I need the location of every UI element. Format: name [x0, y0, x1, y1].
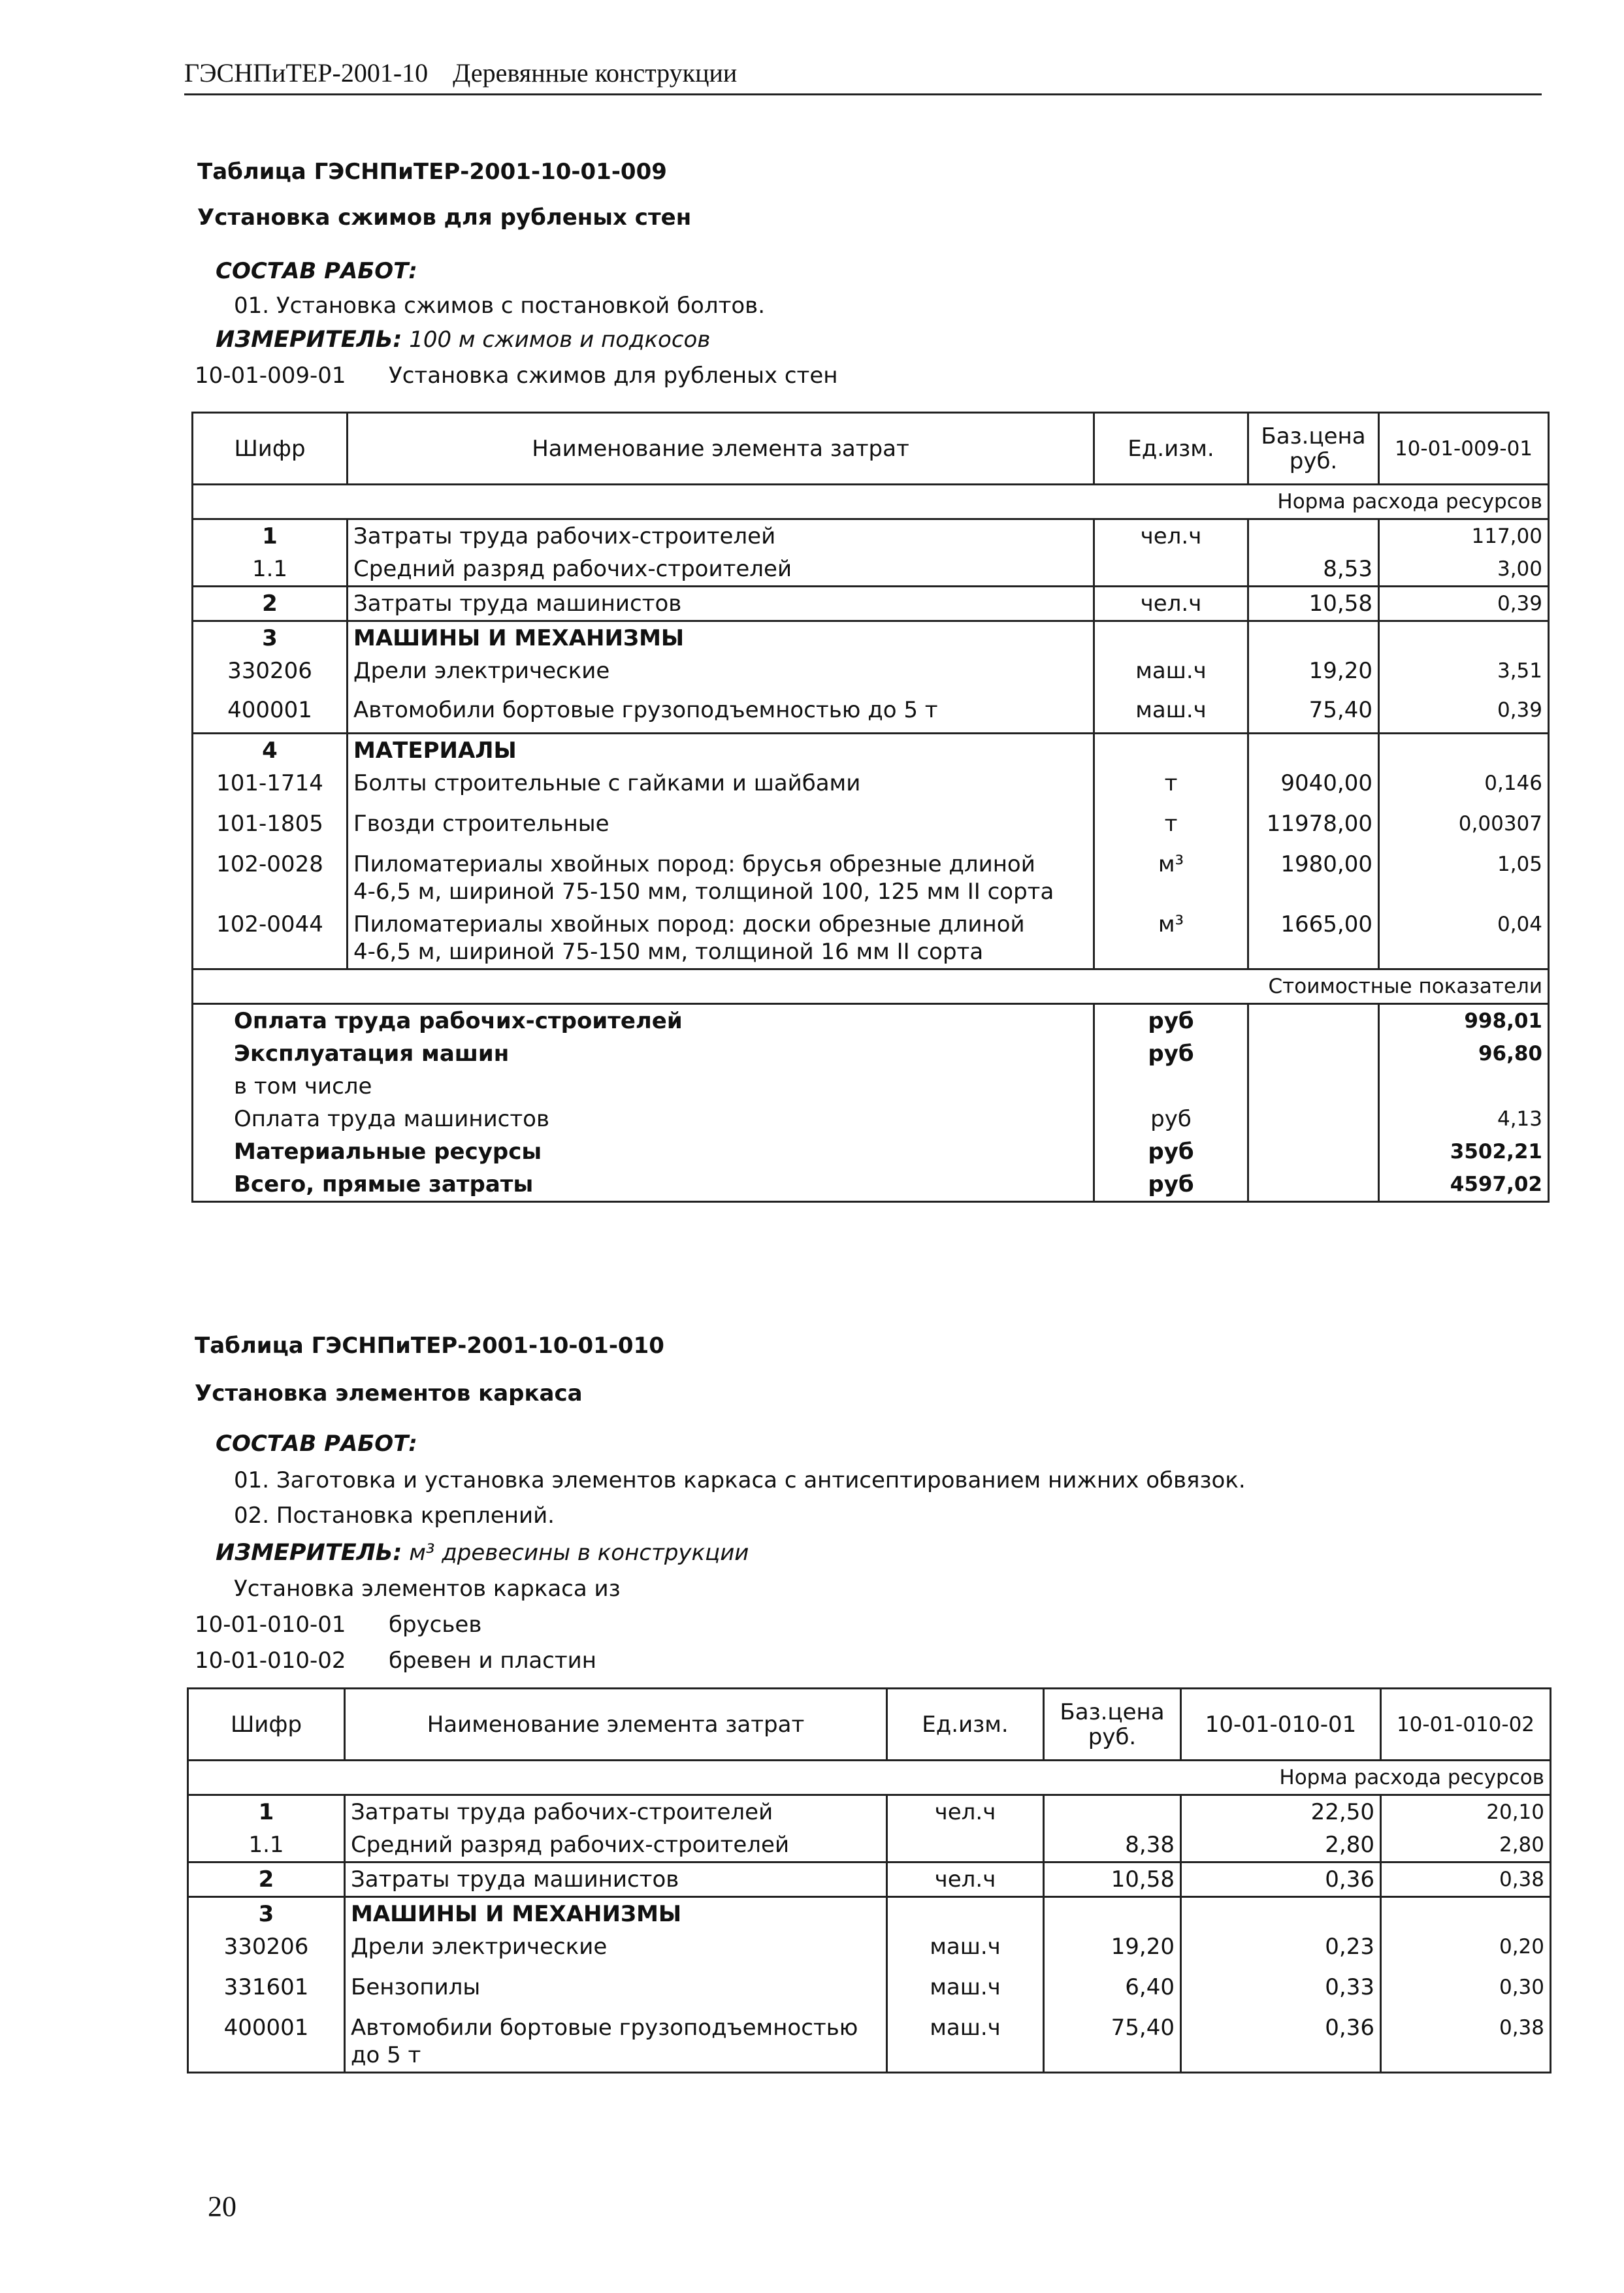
row-price: 8,38	[1044, 1829, 1181, 1862]
row-name: Гвозди строительные	[348, 807, 1094, 848]
table2-grid	[187, 1687, 1551, 2073]
row-name: Средний разряд рабочих-строителей	[348, 553, 1094, 587]
row-name: Болты строительные с гайками и шайбами	[348, 767, 1094, 807]
table1-header-name: Наименование элемента затрат	[348, 413, 1094, 485]
table-row	[193, 694, 1549, 733]
table1-header-col1: 10-01-009-01	[1379, 413, 1549, 485]
cost-row	[193, 1037, 1549, 1070]
row-code: 331601	[188, 1971, 345, 2011]
row-value-1: 0,146	[1484, 771, 1542, 795]
row-name-line-1: Автомобили бортовые грузоподъемностью	[351, 2015, 858, 2041]
row-unit: маш.ч	[1094, 655, 1248, 694]
table-row	[193, 519, 1549, 553]
row-name: Бензопилы	[345, 1971, 887, 2011]
row-value-1	[1379, 621, 1549, 655]
table-row	[193, 587, 1549, 621]
row-price: 19,20	[1248, 655, 1379, 694]
cost-name: Эксплуатация машин	[193, 1037, 1094, 1070]
row-unit	[887, 1897, 1044, 1931]
row-code: 330206	[193, 655, 348, 694]
row-name-line-2: 4-6,5 м, шириной 75-150 мм, толщиной 16 мм II сорта	[353, 938, 984, 965]
row-unit: маш.ч	[887, 1930, 1044, 1971]
cost-empty	[1248, 1037, 1379, 1070]
table1-composition-label: СОСТАВ РАБОТ:	[216, 258, 417, 284]
table1-norm-label: Норма расхода ресурсов	[1277, 490, 1542, 513]
cost-value: 96,80	[1478, 1041, 1542, 1065]
row-code: 102-0028	[193, 848, 348, 908]
table2-header-col1: 10-01-010-01	[1181, 1689, 1381, 1761]
row-price	[1248, 519, 1379, 553]
row-code: 3	[193, 621, 348, 655]
table-row	[188, 1862, 1551, 1897]
table2-variant-2-name: бревен и пластин	[389, 1648, 596, 1674]
table-row	[193, 733, 1549, 767]
row-price: 1665,00	[1248, 908, 1379, 969]
row-value-1: 0,39	[1497, 698, 1542, 722]
row-value-1: 0,39	[1497, 592, 1542, 615]
table-row	[193, 908, 1549, 969]
row-unit: чел.ч	[887, 1795, 1044, 1829]
row-name	[348, 908, 1094, 969]
row-unit: т	[1094, 807, 1248, 848]
row-price: 11978,00	[1248, 807, 1379, 848]
table2-header-name: Наименование элемента затрат	[345, 1689, 887, 1761]
cost-empty	[1248, 1070, 1379, 1103]
row-value-2: 20,10	[1486, 1800, 1544, 1824]
table2-composition-label: СОСТАВ РАБОТ:	[216, 1431, 417, 1457]
row-unit: маш.ч	[1094, 694, 1248, 733]
table1-header-code: Шифр	[193, 413, 348, 485]
row-name: Средний разряд рабочих-строителей	[345, 1829, 887, 1862]
row-unit: м³	[1094, 908, 1248, 969]
row-code: 1.1	[188, 1829, 345, 1862]
row-price: 1980,00	[1248, 848, 1379, 908]
row-price: 19,20	[1044, 1930, 1181, 1971]
cost-unit	[1094, 1070, 1248, 1103]
table1-meter-value: 100 м сжимов и подкосов	[409, 327, 711, 353]
row-code: 2	[193, 587, 348, 621]
table2-variants-intro: Установка элементов каркаса из	[234, 1576, 621, 1602]
row-value-2: 0,38	[1499, 1868, 1544, 1891]
table1-grid	[191, 412, 1550, 1203]
table1-work-1: 01. Установка сжимов с постановкой болтов.	[234, 293, 766, 319]
table2-variant-1-name: брусьев	[389, 1612, 482, 1638]
table-row	[188, 2011, 1551, 2073]
cost-row	[193, 1003, 1549, 1037]
table2-work-2: 02. Постановка креплений.	[234, 1503, 555, 1529]
row-unit: маш.ч	[887, 2011, 1044, 2073]
row-value-1: 0,36	[1181, 2011, 1381, 2073]
row-price: 10,58	[1044, 1862, 1181, 1897]
cost-value	[1379, 1070, 1549, 1103]
row-code: 102-0044	[193, 908, 348, 969]
row-name: Дрели электрические	[345, 1930, 887, 1971]
table-row	[193, 621, 1549, 655]
table1-header-price: Баз.цена руб.	[1248, 413, 1379, 485]
table2-norm-label: Норма расхода ресурсов	[1279, 1766, 1544, 1789]
cost-unit: руб	[1094, 1168, 1248, 1202]
table-row	[188, 1795, 1551, 1829]
row-value-2	[1381, 1897, 1551, 1931]
row-code: 1	[193, 519, 348, 553]
row-code: 2	[188, 1862, 345, 1897]
table2-work-1: 01. Заготовка и установка элементов каркаса с антисептированием нижних обвязок.	[234, 1467, 1246, 1493]
table-row	[188, 1897, 1551, 1931]
row-price: 8,53	[1248, 553, 1379, 587]
table1-variant-name: Установка сжимов для рубленых стен	[389, 363, 838, 389]
row-price	[1248, 733, 1379, 767]
cost-name: Оплата труда рабочих-строителей	[193, 1003, 1094, 1037]
table1-meter-label: ИЗМЕРИТЕЛЬ:	[216, 327, 402, 353]
row-name: МАШИНЫ И МЕХАНИЗМЫ	[345, 1897, 887, 1931]
row-price	[1248, 621, 1379, 655]
table1-meter	[216, 327, 710, 353]
cost-unit: руб	[1094, 1037, 1248, 1070]
row-price: 10,58	[1248, 587, 1379, 621]
row-code: 1.1	[193, 553, 348, 587]
cost-row	[193, 1168, 1549, 1202]
running-header-title: Деревянные конструкции	[453, 58, 738, 88]
table2-meter-label: ИЗМЕРИТЕЛЬ:	[216, 1540, 402, 1566]
table-row	[193, 848, 1549, 908]
cost-row	[193, 1103, 1549, 1135]
table-row	[188, 1971, 1551, 2011]
running-header-code: ГЭСНПиТЕР-2001-10	[184, 58, 429, 88]
row-value-1: 3,00	[1497, 557, 1542, 581]
row-value-1: 3,51	[1497, 659, 1542, 683]
row-name: Затраты труда машинистов	[348, 587, 1094, 621]
table-row	[193, 767, 1549, 807]
row-value-1: 0,04	[1497, 912, 1542, 936]
cost-value: 4597,02	[1450, 1172, 1542, 1196]
table2-title: Таблица ГЭСНПиТЕР-2001-10-01-010	[195, 1333, 664, 1359]
table2-header-unit: Ед.изм.	[887, 1689, 1044, 1761]
row-price: 6,40	[1044, 1971, 1181, 2011]
row-name-line-2: 4-6,5 м, шириной 75-150 мм, толщиной 100, 125 мм II сорта	[353, 878, 1054, 905]
table1-subtitle: Установка сжимов для рубленых стен	[197, 204, 692, 231]
table-row	[188, 1829, 1551, 1862]
table-row	[188, 1930, 1551, 1971]
row-value-2: 0,20	[1499, 1935, 1544, 1959]
cost-value: 4,13	[1497, 1107, 1542, 1131]
row-name: Затраты труда машинистов	[345, 1862, 887, 1897]
row-name: Автомобили бортовые грузоподъемностью до 5 т	[348, 694, 1094, 733]
row-value-1	[1379, 733, 1549, 767]
row-value-1: 0,36	[1181, 1862, 1381, 1897]
table2-variant-2-code: 10-01-010-02	[195, 1648, 346, 1674]
row-code: 330206	[188, 1930, 345, 1971]
row-code: 101-1714	[193, 767, 348, 807]
row-value-1: 0,00307	[1458, 811, 1542, 836]
row-name: МАШИНЫ И МЕХАНИЗМЫ	[348, 621, 1094, 655]
table-row	[193, 807, 1549, 848]
row-code: 4	[193, 733, 348, 767]
row-name-line-2: до 5 т	[351, 2042, 421, 2068]
row-code: 400001	[188, 2011, 345, 2073]
cost-name: Материальные ресурсы	[193, 1135, 1094, 1168]
row-unit: т	[1094, 767, 1248, 807]
row-unit: чел.ч	[1094, 519, 1248, 553]
row-value-1: 0,23	[1181, 1930, 1381, 1971]
table1-header-unit: Ед.изм.	[1094, 413, 1248, 485]
row-name	[348, 848, 1094, 908]
row-name	[345, 2011, 887, 2073]
row-price	[1044, 1897, 1181, 1931]
cost-name: в том числе	[193, 1070, 1094, 1103]
row-unit	[1094, 553, 1248, 587]
row-name-line-1: Пиломатериалы хвойных пород: доски обрезные длиной	[353, 911, 1025, 937]
table1-title: Таблица ГЭСНПиТЕР-2001-10-01-009	[197, 159, 667, 185]
table2-header-col2: 10-01-010-02	[1381, 1689, 1551, 1761]
row-name: Дрели электрические	[348, 655, 1094, 694]
row-value-1: 1,05	[1497, 852, 1542, 876]
table2-header-code: Шифр	[188, 1689, 345, 1761]
row-name: Затраты труда рабочих-строителей	[348, 519, 1094, 553]
table2-header-price: Баз.цена руб.	[1044, 1689, 1181, 1761]
row-unit	[1094, 733, 1248, 767]
cost-empty	[1248, 1103, 1379, 1135]
table-row	[193, 655, 1549, 694]
cost-value: 3502,21	[1450, 1139, 1542, 1163]
row-unit: м³	[1094, 848, 1248, 908]
cost-name: Всего, прямые затраты	[193, 1168, 1094, 1202]
cost-unit: руб	[1094, 1103, 1248, 1135]
row-name: МАТЕРИАЛЫ	[348, 733, 1094, 767]
row-unit	[1094, 621, 1248, 655]
running-header	[184, 57, 1542, 95]
row-name-line-1: Пиломатериалы хвойных пород: брусья обрезные длиной	[353, 851, 1035, 877]
cost-empty	[1248, 1168, 1379, 1202]
row-price: 75,40	[1248, 694, 1379, 733]
row-unit: маш.ч	[887, 1971, 1044, 2011]
row-code: 400001	[193, 694, 348, 733]
cost-value: 998,01	[1464, 1009, 1542, 1033]
row-value-1	[1181, 1897, 1381, 1931]
page-number: 20	[208, 2190, 236, 2222]
row-code: 3	[188, 1897, 345, 1931]
cost-empty	[1248, 1003, 1379, 1037]
table1-variant-code: 10-01-009-01	[195, 363, 346, 389]
row-code: 101-1805	[193, 807, 348, 848]
cost-unit: руб	[1094, 1003, 1248, 1037]
row-unit: чел.ч	[1094, 587, 1248, 621]
cost-empty	[1248, 1135, 1379, 1168]
row-name: Затраты труда рабочих-строителей	[345, 1795, 887, 1829]
row-value-1: 2,80	[1181, 1829, 1381, 1862]
row-unit: чел.ч	[887, 1862, 1044, 1897]
row-price: 75,40	[1044, 2011, 1181, 2073]
row-unit	[887, 1829, 1044, 1862]
row-value-2: 0,38	[1499, 2016, 1544, 2040]
table2-subtitle: Установка элементов каркаса	[195, 1380, 583, 1407]
row-value-1: 117,00	[1471, 525, 1542, 548]
cost-row	[193, 1135, 1549, 1168]
row-code: 1	[188, 1795, 345, 1829]
row-value-1: 0,33	[1181, 1971, 1381, 2011]
table1-cost-label: Стоимостные показатели	[1268, 974, 1542, 998]
row-value-2: 2,80	[1499, 1833, 1544, 1857]
table2-meter	[216, 1540, 749, 1566]
row-value-2: 0,30	[1499, 1976, 1544, 1999]
row-price: 9040,00	[1248, 767, 1379, 807]
row-price	[1044, 1795, 1181, 1829]
cost-name: Оплата труда машинистов	[193, 1103, 1094, 1135]
table2-variant-1-code: 10-01-010-01	[195, 1612, 346, 1638]
cost-unit: руб	[1094, 1135, 1248, 1168]
table2-meter-value: древесины в конструкции	[442, 1540, 749, 1566]
row-value-1: 22,50	[1181, 1795, 1381, 1829]
table2-meter-unit: м³	[409, 1540, 435, 1566]
table-row	[193, 553, 1549, 587]
cost-row	[193, 1070, 1549, 1103]
